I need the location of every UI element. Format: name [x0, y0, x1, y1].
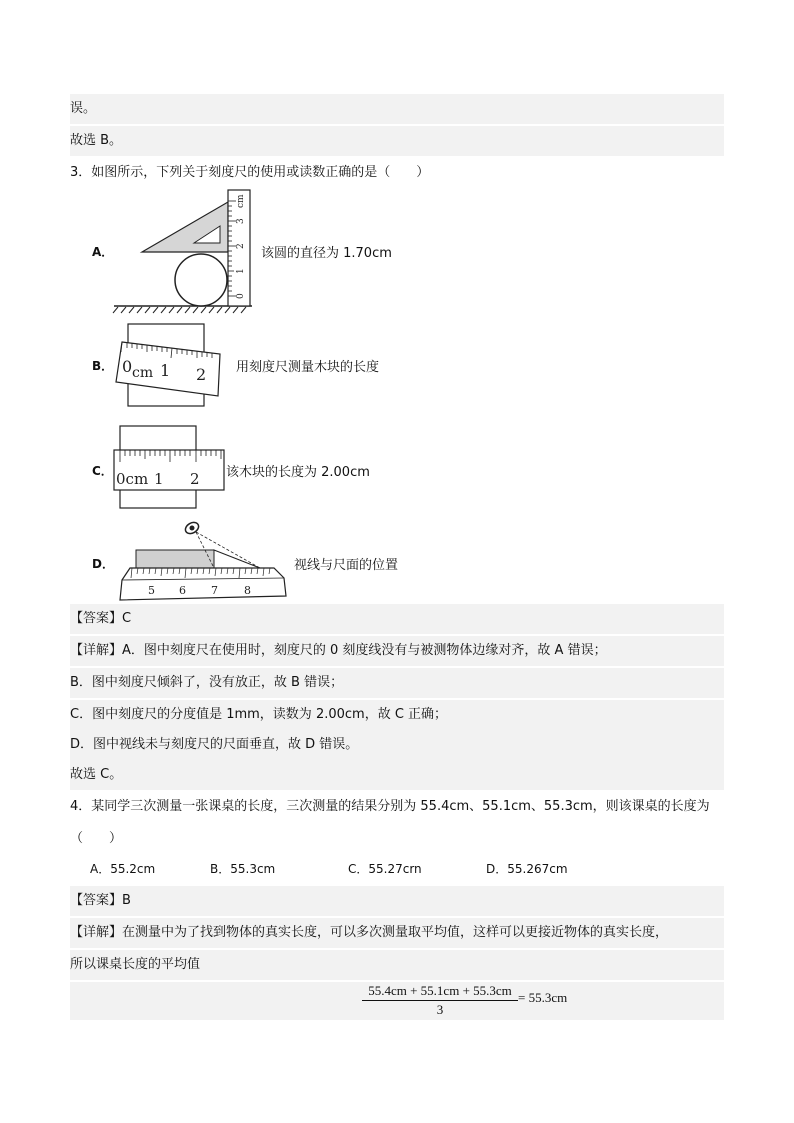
fig-d-tick-5: 5 — [148, 584, 155, 597]
option-d-label: D． — [92, 557, 114, 571]
fraction-numerator: 55.4cm + 55.1cm + 55.3cm — [362, 982, 518, 1001]
fig-d-tick-8: 8 — [244, 584, 251, 597]
fig-b-tick-1: 1 — [160, 361, 171, 380]
text-line-error: 误。 — [70, 94, 724, 124]
option-b-text: 用刻度尺测量木块的长度 — [236, 360, 380, 375]
option-c-text: 该木块的长度为 2.00cm — [226, 465, 370, 480]
option-b-label: B． — [92, 359, 114, 373]
choice-d: D．55.267cm — [486, 862, 568, 876]
choice-c: C．55.27crn — [348, 862, 422, 876]
detail-3-a: 【详解】A．图中刻度尺在使用时，刻度尺的 0 刻度线没有与被测物体边缘对齐，故 A 错误； — [70, 636, 724, 666]
fig-c-tick-0: 0cm — [116, 470, 149, 488]
fig-b-tick-2: 2 — [196, 365, 207, 384]
fig-b-unit: cm — [132, 365, 154, 381]
fraction-denominator: 3 — [436, 1002, 444, 1017]
fig-a-tick-3: 3 — [236, 218, 246, 224]
question-4-line-2: （ ） — [70, 831, 123, 846]
formula-result: = 55.3cm — [518, 990, 568, 1005]
fig-d-tick-7: 7 — [211, 584, 218, 597]
question-4-choices — [70, 854, 724, 884]
figure-b-tilted-ruler-block — [112, 318, 224, 410]
figure-c-ruler-block — [112, 424, 226, 512]
fig-a-unit: cm — [236, 194, 246, 208]
fig-c-tick-2: 2 — [190, 470, 200, 488]
detail-4-b: 所以课桌长度的平均值 — [70, 950, 724, 980]
fig-a-tick-0: 0 — [236, 293, 246, 299]
detail-4-a: 【详解】在测量中为了找到物体的真实长度，可以多次测量取平均值，这样可以更接近物体的真实长度， — [70, 918, 724, 948]
fraction — [362, 982, 518, 1019]
answer-4: 【答案】B — [70, 886, 724, 916]
option-a-text: 该圆的直径为 1.70cm — [261, 246, 392, 261]
question-4-line-1: 4．某同学三次测量一张课桌的长度，三次测量的结果分别为 55.4cm、55.1cm、55.3cm，则该课桌的长度为 — [70, 799, 710, 814]
choice-b: B．55.3cm — [210, 862, 276, 876]
figure-d-eye-ruler — [112, 518, 288, 604]
option-a-label: A． — [92, 245, 114, 259]
average-formula — [70, 982, 724, 1020]
text-line-select-b: 故选 B。 — [70, 126, 724, 156]
fig-a-tick-2: 2 — [236, 243, 246, 249]
option-c-label: C． — [92, 464, 113, 478]
fig-b-tick-0: 0 — [122, 357, 133, 376]
choice-a: A．55.2cm — [90, 862, 156, 876]
select-3: 故选 C。 — [70, 760, 724, 790]
option-d-text: 视线与尺面的位置 — [294, 558, 399, 573]
fig-c-tick-1: 1 — [154, 470, 164, 488]
question-3: 3．如图所示，下列关于刻度尺的使用或读数正确的是（ ） — [70, 165, 430, 180]
figure-a-triangle-ruler-circle — [112, 188, 254, 314]
detail-3-d: D．图中视线未与刻度尺的尺面垂直，故 D 错误。 — [70, 730, 724, 760]
answer-3: 【答案】C — [70, 604, 724, 634]
detail-3-b: B．图中刻度尺倾斜了，没有放正，故 B 错误； — [70, 668, 724, 698]
detail-3-c: C．图中刻度尺的分度值是 1mm，读数为 2.00cm，故 C 正确； — [70, 700, 724, 730]
fig-d-tick-6: 6 — [179, 584, 186, 597]
fig-a-tick-1: 1 — [236, 268, 246, 274]
